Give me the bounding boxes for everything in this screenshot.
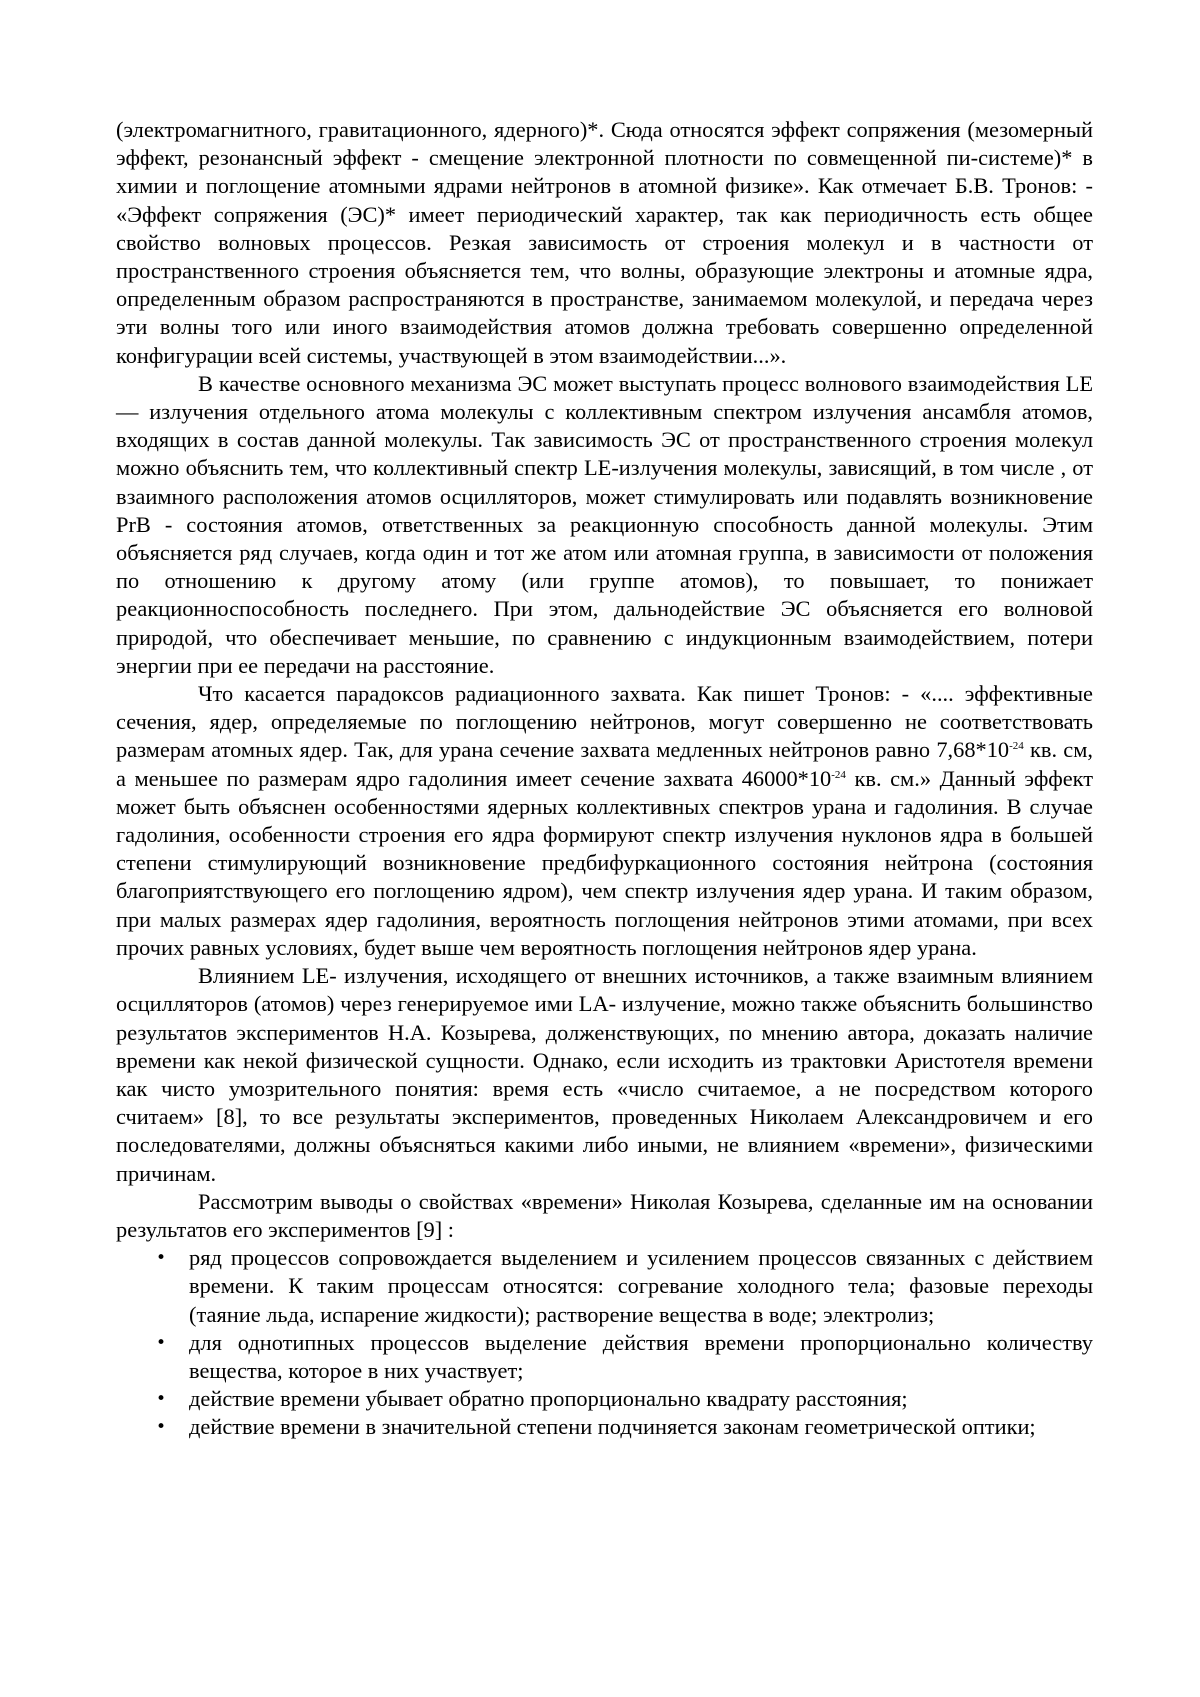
paragraph-time-properties-intro: Рассмотрим выводы о свойствах «времени» Николая Козырева, сделанные им на основании результатов его экспериментов [9] :: [116, 1188, 1093, 1242]
list-item-text: действие времени убывает обратно пропорционально квадрату расстояния;: [189, 1386, 908, 1412]
list-item: [155, 1329, 1093, 1385]
paragraph-kozyrev-experiments: Влиянием LE- излучения, исходящего от внешних источников, а также взаимным влиянием осцилляторов (атомов) через генерируемое ими LA- излучение, можно также объяснить большинство результатов экспериментов Н.А. Козырева, долженствующих, по мнению автора, доказать наличие времени как некой физической сущности. Однако, если исходить из трактовки Аристотеля времени как чисто умозрительного понятия: время есть «число считаемое, а не посредством которого считаем» [8], то все результаты экспериментов, проведенных Николаем Александровичем и его последователями, должны объясняться какими либо иными, не влиянием «времени», физическими причинам.: [116, 963, 1093, 1186]
paragraph-text-part: кв. см.» Данный эффект может быть объяснен особенностями ядерных коллективных спектров урана и гадолиния. В случае гадолиния, особенности строения его ядра формируют спектр излучения нуклонов ядра в большей степени стимулирующий возникновение предбифуркационного состояния нейтрона (состояния благоприятствующего его поглощению ядром), чем спектр излучения ядер урана. И таким образом, при малых размерах ядер гадолиния, вероятность поглощения нейтронов этими атомами, при всех прочих равных условиях, будет выше чем вероятность поглощения нейтронов ядер урана.: [116, 765, 1094, 960]
list-item-text: действие времени в значительной степени подчиняется законам геометрической оптики;: [189, 1414, 1036, 1440]
list-item: [155, 1413, 1093, 1441]
bullet-icon: •: [155, 1417, 167, 1438]
superscript-exponent: -24: [1009, 740, 1024, 753]
paragraph-conjugation-mechanism: В качестве основного механизма ЭС может выступать процесс волнового взаимодействия LE — излучения отдельного атома молекулы с коллективным спектром излучения ансамбля атомов, входящих в состав данной молекулы. Так зависимость ЭС от пространственного строения молекул можно объяснить тем, что коллективный спектр LE-излучения молекулы, зависящий, в том числе , от взаимного расположения атомов осцилляторов, может стимулировать или подавлять возникновение PrB - состояния атомов, ответственных за реакционную способность данной молекулы. Этим объясняется ряд случаев, когда один и тот же атом или атомная группа, в зависимости от положения по отношению к другому атому (или группе атомов), то повышает, то понижает реакционноспособность последнего. При этом, дальнодействие ЭС объясняется его волновой природой, что обеспечивает меньшие, по сравнению с индукционным взаимодействием, потери энергии при ее передачи на расстояние.: [116, 370, 1093, 678]
paragraph-text-part: Что касается парадоксов радиационного захвата. Как пишет Тронов: - «.... эффективные сечения, ядер, определяемые по поглощению нейтронов, могут совершенно не соответствовать размерам атомных ядер. Так, для урана сечение захвата медленных нейтронов равно 7,68*10: [116, 681, 1093, 763]
bullet-icon: •: [155, 1332, 167, 1353]
time-properties-list: [116, 1244, 1093, 1441]
list-item-text: для однотипных процессов выделение действия времени пропорционально количеству вещества, которое в них участвует;: [189, 1329, 1093, 1383]
paragraph-continuation: (электромагнитного, гравитационного, ядерного)*. Сюда относятся эффект сопряжения (мезомерный эффект, резонансный эффект - смещение электронной плотности по совмещенной пи-системе)* в химии и поглощение атомными ядрами нейтронов в атомной физике». Как отмечает Б.В. Тронов: - «Эффект сопряжения (ЭС)* имеет периодический характер, так как периодичность есть общее свойство волновых процессов. Резкая зависимость от строения молекул и в частности от пространственного строения объясняется тем, что волны, образующие электроны и атомные ядра, определенным образом распространяются в пространстве, занимаемом молекулой, и передача через эти волны того или иного взаимодействия атомов должна требовать совершенно определенной конфигурации всей системы, участвующей в этом взаимодействии...».: [116, 117, 1093, 368]
list-item: [155, 1244, 1093, 1329]
paragraph-text-part: кв. см, а меньшее по размерам ядро гадолиния имеет сечение захвата 46000*10: [116, 737, 1093, 791]
paragraph-radiation-capture: [116, 680, 1093, 962]
bullet-icon: •: [155, 1389, 167, 1410]
list-item: [155, 1385, 1093, 1413]
document-page: [116, 116, 1093, 1442]
superscript-exponent: -24: [831, 768, 846, 781]
list-item-text: ряд процессов сопровождается выделением и усилением процессов связанных с действием времени. К таким процессам относятся: согревание холодного тела; фазовые переходы (таяние льда, испарение жидкости); растворение вещества в воде; электролиз;: [189, 1245, 1093, 1327]
bullet-icon: •: [155, 1248, 167, 1269]
